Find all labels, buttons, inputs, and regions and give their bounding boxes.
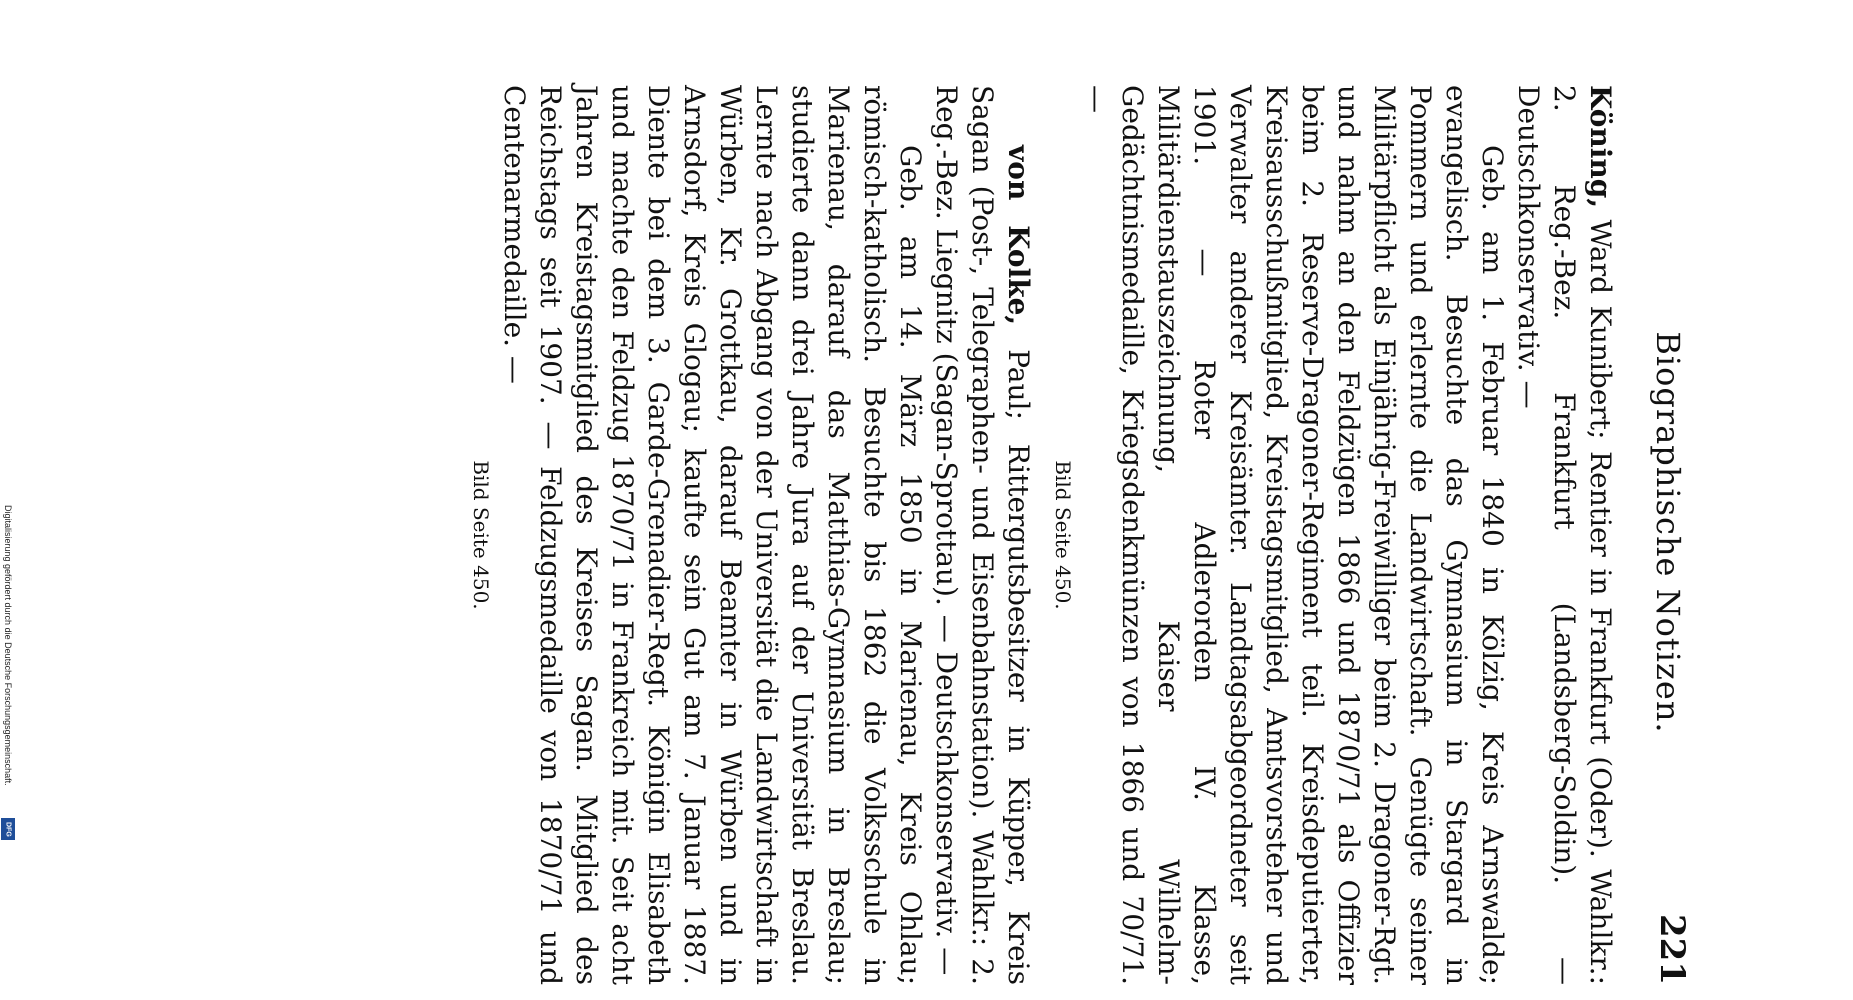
header-title: Biographische Notizen. [1649,331,1687,734]
page-number: 221 [1652,914,1692,985]
entry-von-kolke [468,85,1036,985]
body-text [454,85,1618,985]
entry-name: von Kolke, [1002,145,1035,326]
page-header [1638,80,1698,985]
entry-biography: Geb. am 14. März 1850 in Marienau, Kreis Ohlau; römisch-katholisch. Besuchte bis 1862 die Volksschule in Marienau, darauf das Matthias-Gymnasium in Breslau; studierte dann drei Jahre Jura auf der Universität Breslau. Lernte nach Abgang von der Universität die Landwirtschaft in Würben, Kr. Grottkau, darauf Beamter in Würben und in Arnsdorf, Kreis Glogau; kaufte sein Gut am 7. Januar 1887. Diente bei dem 3. Garde-Grenadier-Regt. Königin Elisabeth und machte den Feldzug 1870/71 in Frankreich mit. Seit acht Jahren Kreistagsmitglied des Kreises Sagan. Mitglied des Reichstags seit 1907. — Feldzugsmedaille von 1870/71 und Centenarmedaille. — [498,85,927,985]
picture-reference: Bild Seite 450. [469,460,493,610]
entry-heading [1510,85,1618,985]
entry-name: Köning, [1584,85,1617,209]
picture-reference: Bild Seite 450. [1051,460,1075,610]
entry-heading [928,85,1036,985]
dfg-logo-icon: DFG [1,818,15,840]
entry-biography: Geb. am 1. Februar 1840 in Kölzig, Kreis Arnswalde; evangelisch. Besuchte das Gymnasium in Stargard in Pommern und erlernte die Landwirtschaft. Genügte seiner Militärpflicht als Einjährig-Freiwilliger beim 2. Dragoner-Rgt. und nahm an den Feldzügen 1866 und 1870/71 als Offizier beim 2. Reserve-Dragoner-Regiment teil. Kreisdeputierter, Kreisausschußmitglied, Kreistagsmitglied, Amtsvorsteher und Verwalter anderer Kreisämter. Landtagsabgeordneter seit 1901. — Roter Adlerorden IV. Klasse, Militärdienstauszeichnung, Kaiser Wilhelm-Gedächtnismedaille, Kriegsdenkmünzen von 1866 und 70/71. — [1080,85,1509,985]
credit-text: Digitalisierung gefördert durch die Deutsche Forschungsgemeinschaft. [3,505,13,786]
digitization-credit [0,505,16,845]
entry-koening [1050,85,1618,985]
entry-intro: Ward Kunibert; Rentier in Frankfurt (Oder). Wahlkr.: 2. Reg.-Bez. Frankfurt (Landsberg-Soldin). — Deutschkonservativ. — [1512,85,1617,986]
entry-intro: Paul; Rittergutsbesitzer in Küpper, Kreis Sagan (Post-, Telegraphen- und Eisenbahnstation). Wahlkr.: 2. Reg.-Bez. Liegnitz (Sagan-Sprottau). — Deutschkonservativ. — [930,85,1035,985]
